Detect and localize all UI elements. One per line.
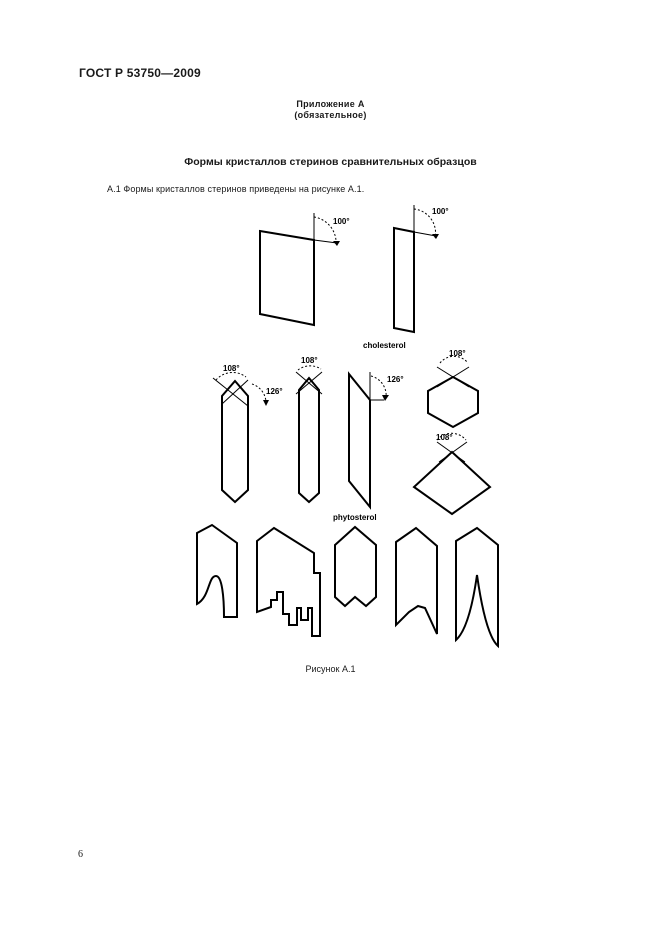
section-title: Формы кристаллов стеринов сравнительных образцов (184, 156, 477, 168)
cholesterol-crystal-narrow (394, 205, 439, 332)
angle-label-126-a: 126° (266, 387, 283, 396)
phytosterol-crystal-1 (213, 372, 269, 502)
document-code: ГОСТ Р 53750—2009 (79, 66, 201, 80)
crystal-outline-1 (197, 525, 237, 617)
crystal-outline-3 (335, 527, 376, 606)
phytosterol-crystal-hexagon (428, 356, 478, 427)
crystal-outline-5 (456, 528, 498, 646)
crystal-outline-2 (257, 528, 320, 636)
angle-label-100-a: 100° (333, 217, 350, 226)
angle-label-108-a: 108° (223, 364, 240, 373)
paragraph-a1: А.1 Формы кристаллов стеринов приведены на рисунке А.1. (107, 184, 365, 194)
figure-caption: Рисунок А.1 (305, 664, 356, 674)
annex-title: Приложение А (296, 99, 365, 109)
cholesterol-label: cholesterol (363, 341, 406, 350)
phytosterol-crystal-rhombus (414, 433, 490, 514)
phytosterol-crystal-2 (296, 366, 322, 502)
crystal-outline-4 (396, 528, 437, 634)
phytosterol-crystal-3 (349, 372, 389, 507)
angle-label-108-b: 108° (301, 356, 318, 365)
page-number: 6 (78, 849, 83, 860)
angle-label-126-b: 126° (387, 375, 404, 384)
cholesterol-crystal-wide (260, 213, 340, 325)
angle-label-108-c: 108° (449, 349, 466, 358)
angle-label-100-b: 100° (432, 207, 449, 216)
annex-status: (обязательное) (294, 110, 367, 120)
phytosterol-label: phytosterol (333, 513, 377, 522)
angle-label-108-d: 108° (436, 433, 453, 442)
